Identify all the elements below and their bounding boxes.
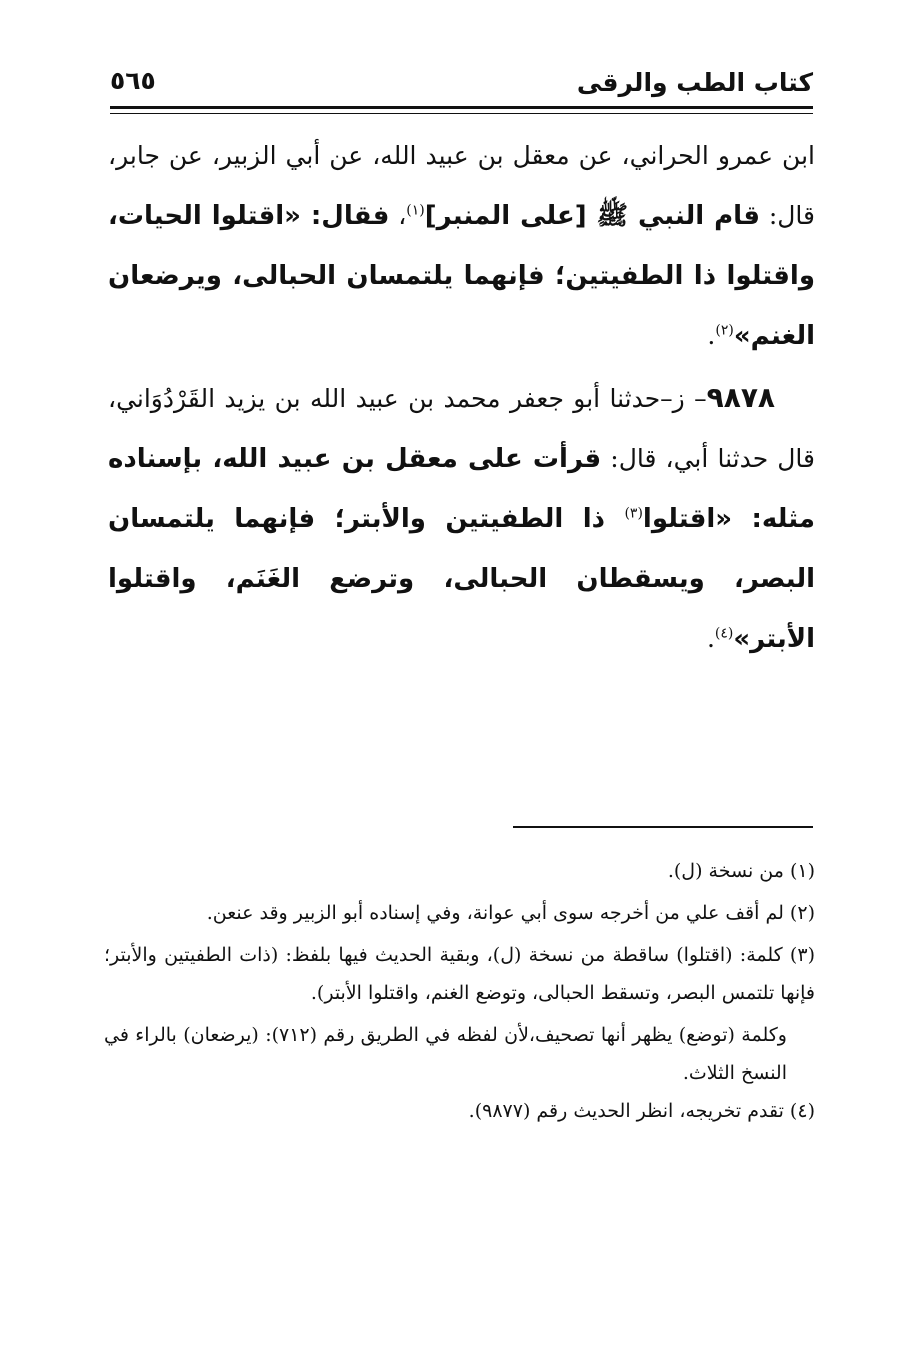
footnote-ref-4: (٤): [714, 625, 734, 642]
header-rule-thick: [110, 106, 813, 109]
paragraph-1: [108, 126, 815, 366]
paragraph-2: [108, 368, 815, 669]
footnote-ref-1: (١): [406, 202, 425, 219]
footnotes: [104, 852, 815, 1134]
p1-end: .: [707, 321, 716, 350]
p1-sep: ،: [389, 201, 407, 230]
footnote-3-continuation: وكلمة (توضع) يظهر أنها تصحيف،لأن لفظه في الطريق رقم (٧١٢): (يرضعان) بالراء في النسخ الثلاث.: [104, 1024, 787, 1084]
footnote-4: (٤) تقدم تخريجه، انظر الحديث رقم (٩٨٧٧).: [468, 1100, 815, 1122]
p1-bold-2: فقال: «اقتلوا الحيات، واقتلوا ذا الطفيتين؛ فإنهما يلتمسان الحبالى، ويرضعان الغنم»: [108, 201, 815, 351]
p1-text: ابن عمرو الحراني، عن معقل بن عبيد الله، عن أبي الزبير، عن جابر، قال:: [108, 141, 815, 230]
running-title: كتاب الطب والرقى: [576, 68, 813, 97]
header-rule-thin: [110, 113, 813, 114]
p2-end: .: [706, 624, 715, 653]
main-text: [108, 126, 815, 669]
footnote-separator: [513, 826, 813, 828]
footnote-ref-3: (٣): [624, 505, 643, 522]
p2-bold-1: قرأت على معقل بن عبيد الله، بإسناده مثله: «اقتلوا: [108, 444, 815, 534]
footnote-ref-2: (٢): [715, 322, 734, 339]
page-header: [110, 64, 813, 106]
p2-bold-2: ذا الطفيتين والأبتر؛ فإنهما يلتمسان البصر، ويسقطان الحبالى، وترضع الغَنَم، واقتلوا الأبتر»: [108, 504, 815, 654]
page-number: ٥٦٥: [110, 66, 156, 95]
footnote-2: (٢) لم أقف علي من أخرجه سوى أبي عوانة، وفي إسناده أبو الزبير وقد عنعن.: [206, 902, 815, 924]
footnote-3: (٣) كلمة: (اقتلوا) ساقطة من نسخة (ل)، وبقية الحديث فيها بلفظ: (ذات الطفيتين والأبتر؛ فإنها تلتمس البصر، وتسقط الحبالى، وتوضع الغنم، واقتلوا الأبتر).: [104, 944, 815, 1004]
footnote-1: (١) من نسخة (ل).: [667, 860, 815, 882]
hadith-number: ٩٨٧٨: [706, 381, 775, 414]
p1-bold-1: قام النبي ﷺ [على المنبر]: [424, 201, 760, 231]
p2-text: – ز–حدثنا أبو جعفر محمد بن عبيد الله بن يزيد القَرْدُوَاني، قال حدثنا أبي، قال:: [108, 384, 815, 473]
